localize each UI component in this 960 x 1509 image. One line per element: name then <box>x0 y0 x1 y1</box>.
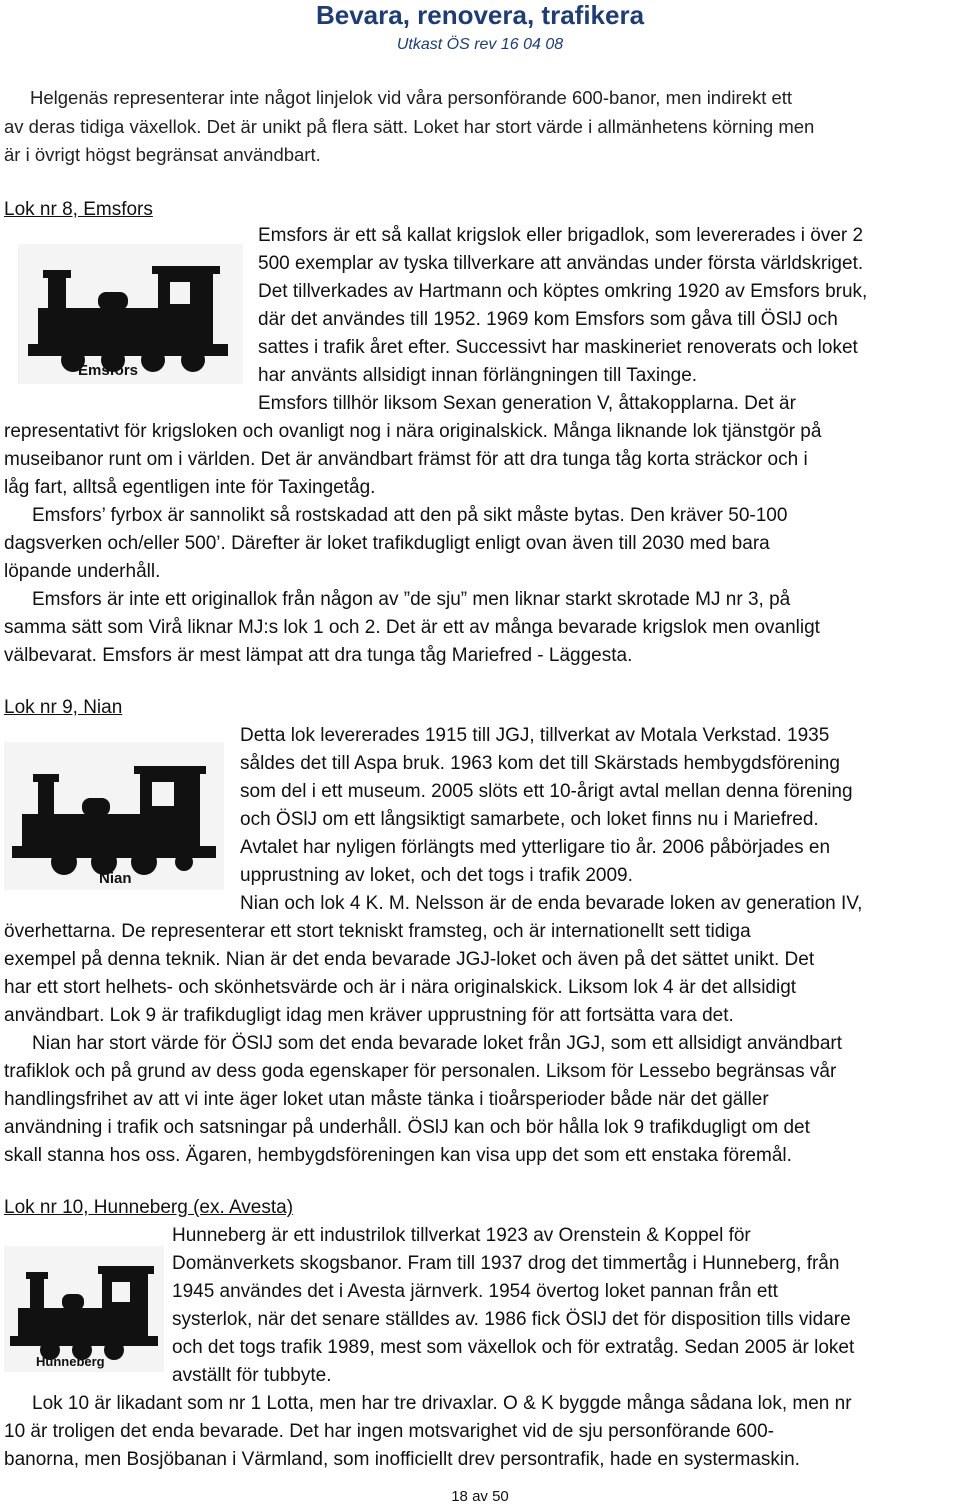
text-line: upprustning av loket, och det togs i trafik 2009. <box>240 865 633 886</box>
section-heading-hunneberg: Lok nr 10, Hunneberg (ex. Avesta) <box>4 1197 294 1218</box>
draft-subtitle: Utkast ÖS rev 16 04 08 <box>396 36 564 53</box>
text-line: har använts allsidigt innan förlängningen till Taxinge. <box>258 365 698 386</box>
text-line: banorna, men Bosjöbanan i Värmland, som inofficiellt drev persontrafik, hade en systermaskin. <box>4 1449 800 1470</box>
text-line: Domänverkets skogsbanor. Fram till 1937 drog det timmertåg i Hunneberg, från <box>172 1253 840 1274</box>
text-line: Nian och lok 4 K. M. Nelsson är de enda bevarade loken av generation IV, <box>240 893 863 914</box>
locomotive-image-hunneberg <box>4 1246 164 1372</box>
text-line: representativt för krigsloken och ovanligt nog i nära originalskick. Många liknande lok tjänstgör på <box>4 421 822 442</box>
text-line: och ÖSlJ om ett långsiktigt samarbete, och loket finns nu i Mariefred. <box>240 809 819 830</box>
text-line: handlingsfrihet av att vi inte äger loket utan måste tänka i tioårsperioder både när det gäller <box>4 1089 769 1110</box>
text-line: exempel på denna teknik. Nian är det enda bevarade JGJ-loket och även på det sättet unikt. Det <box>4 949 815 970</box>
text-line: välbevarat. Emsfors är mest lämpat att dra tunga tåg Mariefred - Läggesta. <box>4 645 633 666</box>
text-line: Detta lok levererades 1915 till JGJ, tillverkat av Motala Verkstad. 1935 <box>240 725 830 746</box>
text-line: såldes det till Aspa bruk. 1963 kom det till Skärstads hembygdsförening <box>240 753 840 774</box>
text-line: låg fart, alltså egentligen inte för Taxingetåg. <box>4 477 376 498</box>
text-line: sattes i trafik året efter. Successivt har maskineriet renoverats och loket <box>258 337 858 358</box>
page-title: Bevara, renovera, trafikera <box>315 0 645 30</box>
intro-line: av deras tidiga växellok. Det är unikt på flera sätt. Loket har stort värde i allmänhetens körning men <box>4 116 815 137</box>
image-caption-emsfors: Emsfors <box>78 362 139 379</box>
text-line: museibanor runt om i världen. Det är användbart främst för att dra tunga tåg korta sträckor och i <box>4 449 808 470</box>
text-line: överhettarna. De representerar ett stort tekniskt framsteg, och är internationellt sett tidiga <box>4 921 751 942</box>
page-number: 18 av 50 <box>451 1488 509 1505</box>
text-line: som del i ett museum. 2005 slöts ett 10-årigt avtal mellan denna förening <box>240 781 853 802</box>
text-line: dagsverken och/eller 500’. Därefter är loket trafikdugligt enligt ovan även till 2030 med bara <box>4 533 770 554</box>
text-line: avställt för tubbyte. <box>172 1365 332 1386</box>
text-line: Nian har stort värde för ÖSlJ som det enda bevarade loket från JGJ, som ett allsidigt användbart <box>32 1033 843 1054</box>
text-line: där det användes till 1952. 1969 kom Emsfors som gåva till ÖSlJ och <box>258 309 838 330</box>
text-line: Emsfors är ett så kallat krigslok eller brigadlok, som levererades i över 2 <box>258 225 864 246</box>
locomotive-image-emsfors <box>18 244 243 384</box>
intro-line: Helgenäs representerar inte något linjelok vid våra personförande 600-banor, men indirekt ett <box>30 87 793 108</box>
text-line: Lok 10 är likadant som nr 1 Lotta, men har tre drivaxlar. O & K byggde många sådana lok, men nr <box>32 1393 852 1414</box>
text-line: löpande underhåll. <box>4 561 161 582</box>
text-line: systerlok, när det senare ställdes av. 1986 fick ÖSlJ det för disposition tills vidare <box>172 1309 851 1330</box>
text-line: Emsfors är inte ett originallok från någon av ”de sju” men liknar starkt skrotade MJ nr 3, på <box>32 589 791 610</box>
text-line: 10 är troligen det enda bevarade. Det har ingen motsvarighet vid de sju personförande 600- <box>4 1421 774 1442</box>
image-caption-hunneberg: Hunneberg <box>36 1354 105 1369</box>
text-line: Hunneberg är ett industrilok tillverkat 1923 av Orenstein & Koppel för <box>172 1225 751 1246</box>
text-line: trafiklok och på grund av dess goda egenskaper för personalen. Liksom för Lessebo begränsas vår <box>4 1061 837 1082</box>
text-line: och det togs trafik 1989, mest som växellok och för extratåg. Sedan 2005 är loket <box>172 1337 855 1358</box>
intro-line: är i övrigt högst begränsat användbart. <box>4 144 321 165</box>
section-heading-emsfors: Lok nr 8, Emsfors <box>4 199 153 220</box>
text-line: Emsfors’ fyrbox är sannolikt så rostskadad att den på sikt måste bytas. Den kräver 50-100 <box>32 505 788 526</box>
section-heading-nian: Lok nr 9, Nian <box>4 697 123 718</box>
image-caption-nian: Nian <box>99 870 132 887</box>
locomotive-image-nian <box>4 742 224 890</box>
text-line: användbart. Lok 9 är trafikdugligt idag men kräver upprustning för att fortsätta vara det. <box>4 1005 734 1026</box>
text-line: 1945 användes det i Avesta järnverk. 1954 övertog loket pannan från ett <box>172 1281 778 1302</box>
text-line: har ett stort helhets- och skönhetsvärde och är i nära originalskick. Liksom lok 4 är det allsidigt <box>4 977 797 998</box>
text-line: Avtalet har nyligen förlängts med ytterligare tio år. 2006 påbörjades en <box>240 837 831 858</box>
text-line: Emsfors tillhör liksom Sexan generation V, åttakopplarna. Det är <box>258 393 796 414</box>
text-line: skall stanna hos oss. Ägaren, hembygdsföreningen kan visa upp det som ett enstaka föremål. <box>4 1145 792 1166</box>
text-line: samma sätt som Virå liknar MJ:s lok 1 och 2. Det är ett av många bevarade krigslok men ovanligt <box>4 617 820 638</box>
text-line: 500 exemplar av tyska tillverkare att användas under första världskriget. <box>258 253 864 274</box>
text-line: användning i trafik och satsningar på underhåll. ÖSlJ kan och bör hålla lok 9 trafikdugligt om det <box>4 1117 810 1138</box>
text-line: Det tillverkades av Hartmann och köptes omkring 1920 av Emsfors bruk, <box>258 281 868 302</box>
